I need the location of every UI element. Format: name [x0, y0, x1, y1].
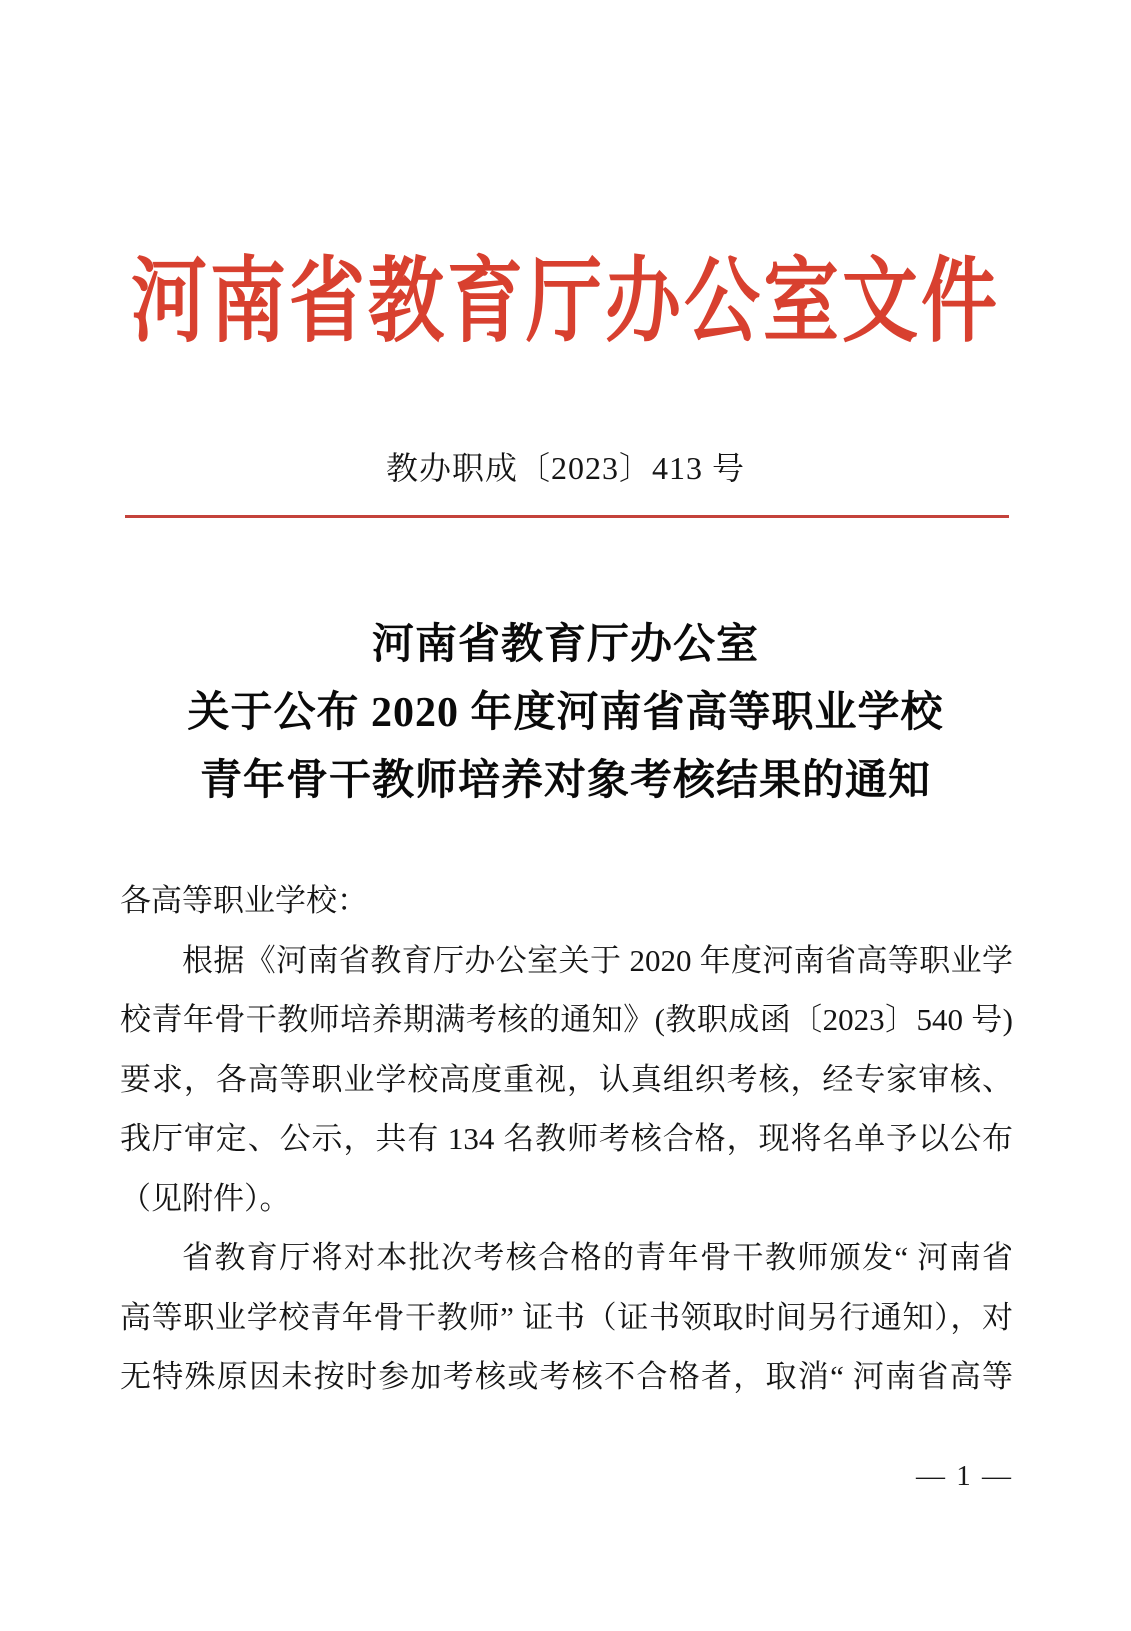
red-divider-rule	[125, 515, 1009, 518]
body-line: （见附件）。	[120, 1180, 291, 1216]
document-number: 教办职成〔2023〕413 号	[385, 450, 745, 486]
notice-body	[120, 871, 1013, 1407]
page-number: — 1 —	[916, 1460, 1013, 1492]
body-line: 无特殊原因未按时参加考核或考核不合格者，取消“ 河南省高等	[120, 1359, 1013, 1394]
notice-title	[0, 611, 1131, 815]
body-line: 根据《河南省教育厅办公室关于 2020 年度河南省高等职业学	[182, 942, 1013, 978]
body-line: 要求，各高等职业学校高度重视，认真组织考核，经专家审核、	[120, 1061, 1013, 1097]
body-line: 省教育厅将对本批次考核合格的青年骨干教师颁发“ 河南省	[182, 1240, 1013, 1275]
body-line: 高等职业学校青年骨干教师” 证书（证书领取时间另行通知），对	[120, 1299, 1013, 1335]
notice-title-line-3: 青年骨干教师培养对象考核结果的通知	[199, 758, 931, 804]
notice-title-line-1: 河南省教育厅办公室	[371, 622, 759, 668]
salutation-line: 各高等职业学校：	[120, 883, 368, 918]
letterhead-title: 河南省教育厅办公室文件	[131, 251, 1000, 354]
notice-title-line-2: 关于公布 2020 年度河南省高等职业学校	[187, 690, 944, 736]
body-line: 我厅审定、公示，共有 134 名教师考核合格，现将名单予以公布	[120, 1121, 1013, 1156]
body-line: 校青年骨干教师培养期满考核的通知》(教职成函〔2023〕540 号)	[120, 1002, 1013, 1037]
